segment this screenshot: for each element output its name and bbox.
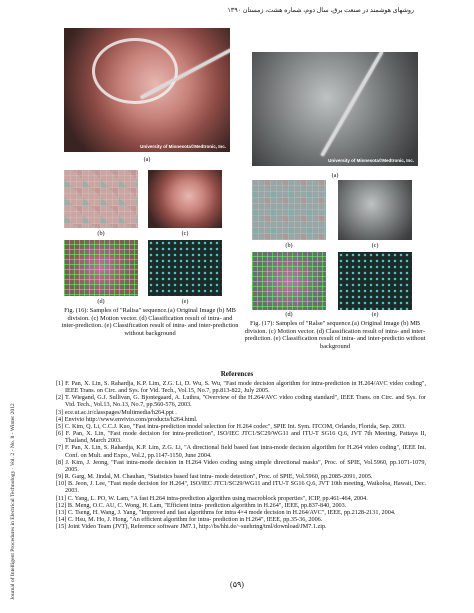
- fig16-label-c: (c): [181, 230, 189, 237]
- side-journal-title: Journal of Intelligent Procedures in Electrical Technology · Vol. 2 - No. 8 - Winter 2012: [10, 403, 16, 600]
- fig16-image-c: [148, 170, 222, 228]
- fig16-lens-ring: [92, 38, 178, 104]
- reference-item: [7] F. Pan, X. Lin, S. Rahardja, K.P. Lim, Z.G. Li, "A directional field based fast intra-mode decision algorithm for H.264 video coding", IEEE Int. Conf. on Mult. and Expo., Vol.2, pp.1147-1150, June 2004.: [56, 444, 426, 459]
- reference-item: [5] C. Kim, Q. Li, C.C.J. Kuo, "Fast intra-prediction model selection for H.264 codec", SPIE Int. Sym. ITCOM, Orlando, Florida, Sep. 2003.: [56, 422, 406, 430]
- reference-item: [12] B. Meng, O.C. AU, C. Wong, H. Lam, "Efficient intra- prediction algorithm in H.264", IEEE, pp.837-840, 2003.: [56, 501, 347, 509]
- fig17-label-b: (b): [285, 242, 293, 249]
- fig17-image-a: [252, 52, 418, 166]
- fig16-label-d: (d): [97, 298, 105, 305]
- reference-item: [4] Envivio http://www.envivio.com/products/h264.html.: [56, 415, 198, 423]
- fig17-label-c: (c): [371, 242, 379, 249]
- fig16-image-b: [64, 170, 138, 228]
- fig17-watermark: University of Minnesota©Medtronic, Inc.: [328, 158, 414, 163]
- fig16-image-e: [148, 240, 222, 296]
- page-number: (۵۹): [230, 580, 244, 589]
- running-header: روشهای هوشمند در صنعت برق، سال دوم، شماره هشت، زمستان ۱۳۹۰: [227, 7, 414, 14]
- fig16-label-e: (e): [181, 298, 189, 305]
- reference-item: [3] ece.ut.ac.ir/classpages/Multimedia/h264.ppt .: [56, 408, 177, 416]
- reference-item: [6] F. Pan, X. Lin, "Fast mode decision for intra-prediction", ISO/IEC JTC1/SC29/WG11 and ITU-T SG16 Q.6, JVT 7th Meeting, Pattaya II, Thailand, March 2003.: [56, 430, 426, 445]
- fig17-image-b: [252, 180, 326, 240]
- reference-item: [9] R. Garg, M. Jindal, M. Chauhan, "Statistics based fast intra- mode detection", Proc. of SPIE, Vol.5960, pp.2085-2091, 2005.: [56, 473, 373, 481]
- fig16-watermark: University of Minnesota©Medtronic, Inc.: [140, 144, 226, 149]
- references-list: [56, 380, 426, 530]
- fig17-label-d: (d): [285, 311, 293, 318]
- reference-item: [2] T. Wiegand, G.J. Sullivan, G. Bjontegaard, A. Luthra, "Overview of the H.264/AVC video coding standard", IEEE Trans. on Circ. and Sys. for Vid. Tech., Vol.13, No.13, No.7, pp.560-576, 2003.: [56, 394, 426, 409]
- reference-item: [14] C. Hsu, M. Ho, J. Hong, "An efficient algorithm for intra- prediction in H.264", IEEE, pp.35-36, 2006.: [56, 515, 323, 523]
- fig17-instrument: [321, 52, 384, 156]
- fig17-label-e: (e): [371, 311, 379, 318]
- fig17-label-a: (a): [331, 172, 339, 179]
- reference-item: [11] C. Yang, L. PO, W. Lam, "A fast H.264 intra-prediction algorithm using macroblock properties", ICIP, pp.461-464, 2004.: [56, 494, 368, 502]
- fig17-caption: Fig. (17): Samples of "Ralse" sequence.(a) Original Image (b) MB division. (c) Motion vector. (d) Classification result of intra- and inter-prediction. (e) Classification result of intra- and inter-predictio without background: [244, 320, 426, 350]
- fig16-label-b: (b): [97, 230, 105, 237]
- reference-item: [1] F. Pan, X. Lin, S. Rahardja, K.P. Lim, Z.G. Li, D. Wu, S. Wu, "Fast mode decision algorithm for intra-prediction in H.264/AVC video coding", IEEE Trans. on Circ. and Sys. for Vid. Tech., Vol.15, No.7, pp.813-822, July 2005.: [56, 380, 426, 395]
- fig16-image-a: [64, 28, 230, 152]
- fig17-image-d: [252, 252, 326, 310]
- fig16-image-d: [64, 240, 138, 296]
- reference-item: [10] B. Jeon, J. Lee, "Fast mode decision for H.264", ISO/IEC JTC1/SC29/WG11 and ITU-T SG16 Q.6, JVT 10th meeting, Waikoloa, Hawaii, Dec. 2003.: [56, 480, 426, 495]
- reference-item: [13] C. Tseng, H. Wang, J. Yang, "Improved and fast algorithms for intra 4×4 mode decision in H.264/AVC", IEEE, pp.2128-2131, 2004.: [56, 508, 396, 516]
- fig16-caption: Fig. (16): Samples of "Ralisa" sequence.(a) Original Image (b) MB division. (c) Motion vector. (d) Classification result of intra- and inter-prediction. (e) Classification result of intra- and inter-prediction without background: [61, 307, 239, 337]
- reference-item: [8] J. Kim, J. Jeong, "Fast intra-mode decision in H.264 Video coding using simple directional masks", Proc. of SPIE, Vol.5960, pp.1071-1079, 2005.: [56, 458, 426, 473]
- fig17-image-c: [338, 180, 412, 240]
- reference-item: [15] Joint Video Team (JVT), Reference software JM7.1, http://bs/hhi.de/~suehring/tml/download/JM7.1.zip.: [56, 523, 327, 531]
- references-title: References: [220, 370, 254, 378]
- fig16-label-a: (a): [143, 156, 151, 163]
- fig17-image-e: [338, 252, 412, 310]
